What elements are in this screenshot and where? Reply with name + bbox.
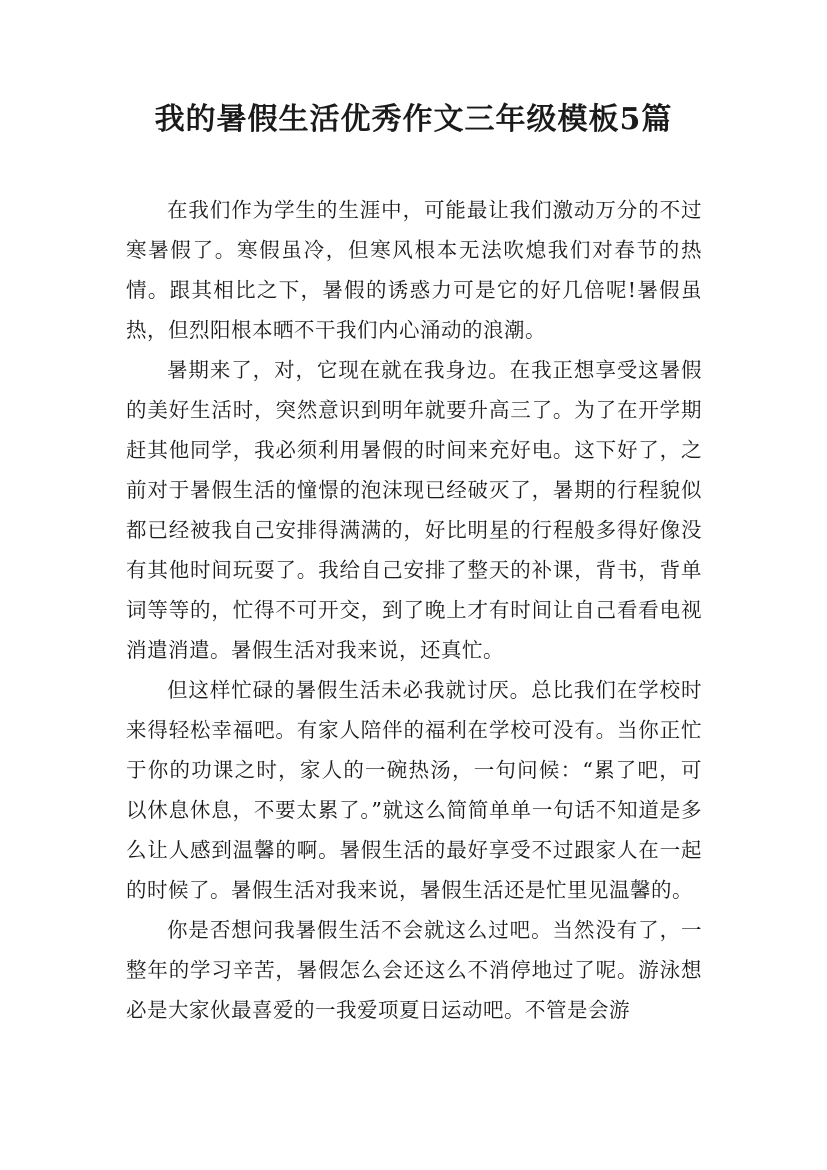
paragraph-4: 你是否想问我暑假生活不会就这么过吧。当然没有了，一整年的学习辛苦，暑假怎么会还这么不消停地过了呢。游泳想必是大家伙最喜爱的一我爱项夏日运动吧。不管是会游 (126, 918, 702, 1022)
paragraph-3: 但这样忙碌的暑假生活未必我就讨厌。总比我们在学校时来得轻松幸福吧。有家人陪伴的福利在学校可没有。当你正忙于你的功课之时，家人的一碗热汤，一句问候：“累了吧，可以休息休息，不要太累了。”就这么简简单单一句话不知道是多么让人感到温馨的啊。暑假生活的最好享受不过跟家人在一起的时候了。暑假生活对我来说，暑假生活还是忙里见温馨的。 (126, 678, 702, 902)
paragraph-1: 在我们作为学生的生涯中，可能最让我们激动万分的不过寒暑假了。寒假虽冷，但寒风根本无法吹熄我们对春节的热情。跟其相比之下，暑假的诱惑力可是它的好几倍呢!暑假虽热，但烈阳根本晒不干我们内心涌动的浪潮。 (126, 198, 702, 342)
paragraph-2: 暑期来了，对，它现在就在我身边。在我正想享受这暑假的美好生活时，突然意识到明年就要升高三了。为了在开学期赶其他同学，我必须利用暑假的时间来充好电。这下好了，之前对于暑假生活的憧憬的泡沫现已经破灭了，暑期的行程貌似都已经被我自己安排得满满的，好比明星的行程般多得好像没有其他时间玩耍了。我给自己安排了整天的补课，背书，背单词等等的，忙得不可开交，到了晚上才有时间让自己看看电视消遣消遣。暑假生活对我来说，还真忙。 (126, 358, 702, 662)
document-title: 我的暑假生活优秀作文三年级模板5篇 (154, 102, 673, 137)
document-body (126, 190, 702, 1030)
